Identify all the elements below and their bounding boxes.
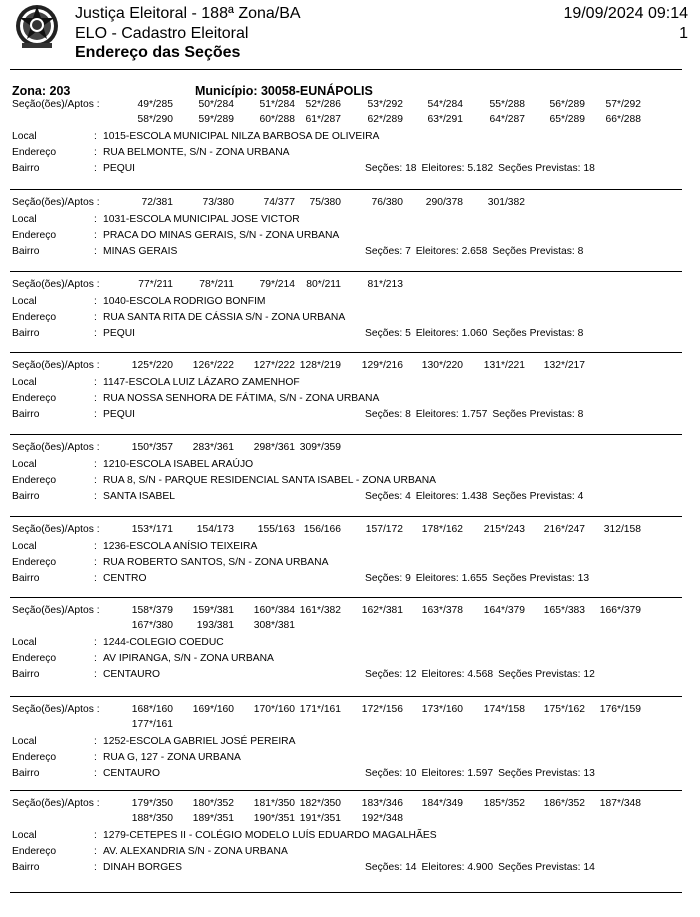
local-field: [0, 540, 700, 554]
secao-aptos-value: 172*/156: [361, 704, 403, 715]
bairro-label: Bairro: [12, 573, 40, 584]
secao-aptos-value: 193/381: [196, 620, 234, 631]
secoes-label: Seção(ões)/Aptos :: [12, 524, 100, 535]
secao-aptos-value: 58*/290: [137, 114, 173, 125]
endereco-field: [0, 229, 700, 243]
secao-aptos-value: 160*/384: [253, 605, 295, 616]
endereco-label: Endereço: [12, 846, 57, 857]
secoes-previstas-count: Seções Previstas: 14: [498, 862, 595, 873]
colon-separator: :: [94, 230, 97, 241]
secoes-previstas-count: Seções Previstas: 8: [492, 328, 584, 339]
local-value: 1236-ESCOLA ANÍSIO TEIXEIRA: [103, 541, 258, 552]
page-number: 1: [679, 25, 688, 42]
sections-row: [0, 441, 700, 455]
secao-aptos-value: 190*/351: [253, 813, 295, 824]
local-label: Local: [12, 377, 37, 388]
secoes-count: Seções: 7: [365, 246, 411, 257]
block-stats: [365, 245, 583, 259]
header-subtitle: ELO - Cadastro Eleitoral: [75, 25, 249, 42]
secao-aptos-value: 154/173: [196, 524, 234, 535]
endereco-field: [0, 652, 700, 666]
local-label: Local: [12, 637, 37, 648]
endereco-value: RUA ROBERTO SANTOS, S/N - ZONA URBANA: [103, 557, 329, 568]
secao-aptos-value: 126*/222: [192, 360, 234, 371]
endereco-field: [0, 146, 700, 160]
endereco-field: [0, 845, 700, 859]
colon-separator: :: [94, 377, 97, 388]
bairro-label: Bairro: [12, 491, 40, 502]
block-stats: [365, 861, 595, 875]
zona-label: Zona: 203: [12, 84, 71, 98]
local-field: [0, 458, 700, 472]
secao-aptos-value: 177*/161: [131, 719, 173, 730]
colon-separator: :: [94, 669, 97, 680]
block-stats: [365, 408, 583, 422]
endereco-value: RUA 8, S/N - PARQUE RESIDENCIAL SANTA ISABEL - ZONA URBANA: [103, 475, 437, 486]
sections-row: [0, 113, 700, 127]
colon-separator: :: [94, 637, 97, 648]
endereco-field: [0, 556, 700, 570]
secao-aptos-value: 159*/381: [192, 605, 234, 616]
secao-aptos-value: 178*/162: [421, 524, 463, 535]
secao-aptos-value: 167*/380: [131, 620, 173, 631]
bairro-field: [0, 162, 700, 176]
secao-aptos-value: 72/381: [141, 197, 173, 208]
secao-aptos-value: 56*/289: [549, 99, 585, 110]
sections-row: [0, 278, 700, 292]
brasao-coat-of-arms-logo: [12, 2, 62, 52]
bairro-label: Bairro: [12, 669, 40, 680]
block-divider: [10, 434, 682, 435]
local-field: [0, 735, 700, 749]
secao-aptos-value: 176*/159: [599, 704, 641, 715]
endereco-field: [0, 474, 700, 488]
secao-aptos-value: 283*/361: [192, 442, 234, 453]
colon-separator: :: [94, 131, 97, 142]
secoes-count: Seções: 10: [365, 768, 417, 779]
colon-separator: :: [94, 459, 97, 470]
report-header: [0, 0, 700, 72]
secoes-count: Seções: 4: [365, 491, 411, 502]
secoes-label: Seção(ões)/Aptos :: [12, 798, 100, 809]
header-title: Justiça Eleitoral - 188ª Zona/BA: [75, 5, 301, 22]
secao-aptos-value: 73/380: [202, 197, 234, 208]
block-divider: [10, 516, 682, 517]
colon-separator: :: [94, 846, 97, 857]
bairro-field: [0, 861, 700, 875]
secoes-previstas-count: Seções Previstas: 4: [492, 491, 584, 502]
endereco-label: Endereço: [12, 557, 57, 568]
colon-separator: :: [94, 557, 97, 568]
secao-aptos-value: 153*/171: [131, 524, 173, 535]
secao-aptos-value: 171*/161: [299, 704, 341, 715]
secao-aptos-value: 150*/357: [131, 442, 173, 453]
secao-aptos-value: 215*/243: [483, 524, 525, 535]
secao-aptos-value: 181*/350: [253, 798, 295, 809]
secao-aptos-value: 49*/285: [137, 99, 173, 110]
bairro-value: DINAH BORGES: [103, 862, 182, 873]
secao-aptos-value: 74/377: [263, 197, 295, 208]
endereco-value: PRACA DO MINAS GERAIS, S/N - ZONA URBANA: [103, 230, 340, 241]
colon-separator: :: [94, 296, 97, 307]
secao-aptos-value: 62*/289: [367, 114, 403, 125]
sections-row: [0, 703, 700, 717]
block-divider: [10, 352, 682, 353]
secoes-label: Seção(ões)/Aptos :: [12, 442, 100, 453]
secao-aptos-value: 125*/220: [131, 360, 173, 371]
secao-aptos-value: 132*/217: [543, 360, 585, 371]
colon-separator: :: [94, 830, 97, 841]
sections-row: [0, 718, 700, 732]
local-label: Local: [12, 296, 37, 307]
colon-separator: :: [94, 214, 97, 225]
secao-aptos-value: 65*/289: [549, 114, 585, 125]
secoes-label: Seção(ões)/Aptos :: [12, 99, 100, 110]
local-label: Local: [12, 214, 37, 225]
block-divider: [10, 892, 682, 893]
endereco-label: Endereço: [12, 393, 57, 404]
secao-aptos-value: 127*/222: [253, 360, 295, 371]
eleitores-count: Eleitores: 1.438: [415, 491, 488, 502]
secao-aptos-value: 163*/378: [421, 605, 463, 616]
secoes-previstas-count: Seções Previstas: 13: [498, 768, 595, 779]
secao-aptos-value: 77*/211: [138, 279, 173, 290]
colon-separator: :: [94, 862, 97, 873]
colon-separator: :: [94, 328, 97, 339]
endereco-value: RUA BELMONTE, S/N - ZONA URBANA: [103, 147, 290, 158]
secao-aptos-value: 80*/211: [306, 279, 341, 290]
bairro-field: [0, 245, 700, 259]
endereco-field: [0, 311, 700, 325]
secao-aptos-value: 54*/284: [427, 99, 463, 110]
secao-aptos-value: 155/163: [257, 524, 295, 535]
secao-aptos-value: 59*/289: [198, 114, 234, 125]
secao-aptos-value: 131*/221: [483, 360, 525, 371]
eleitores-count: Eleitores: 5.182: [421, 163, 494, 174]
secao-aptos-value: 52*/286: [305, 99, 341, 110]
secao-aptos-value: 290/378: [425, 197, 463, 208]
bairro-field: [0, 767, 700, 781]
colon-separator: :: [94, 752, 97, 763]
secao-aptos-value: 216*/247: [543, 524, 585, 535]
secoes-count: Seções: 14: [365, 862, 417, 873]
colon-separator: :: [94, 491, 97, 502]
bairro-field: [0, 490, 700, 504]
bairro-label: Bairro: [12, 768, 40, 779]
secao-aptos-value: 165*/383: [543, 605, 585, 616]
local-field: [0, 636, 700, 650]
endereco-label: Endereço: [12, 230, 57, 241]
sections-row: [0, 359, 700, 373]
secao-aptos-value: 161*/382: [299, 605, 341, 616]
local-field: [0, 130, 700, 144]
bairro-field: [0, 408, 700, 422]
local-value: 1147-ESCOLA LUIZ LÁZARO ZAMENHOF: [103, 377, 300, 388]
secoes-label: Seção(ões)/Aptos :: [12, 197, 100, 208]
block-stats: [365, 162, 595, 176]
eleitores-count: Eleitores: 1.655: [415, 573, 488, 584]
report-datetime: 19/09/2024 09:14: [563, 5, 688, 22]
secao-aptos-value: 57*/292: [605, 99, 641, 110]
secao-aptos-value: 169*/160: [192, 704, 234, 715]
secao-aptos-value: 55*/288: [489, 99, 525, 110]
bairro-value: PEQUI: [103, 163, 136, 174]
endereco-label: Endereço: [12, 752, 57, 763]
endereco-label: Endereço: [12, 312, 57, 323]
block-stats: [365, 490, 583, 504]
sections-row: [0, 619, 700, 633]
secoes-label: Seção(ões)/Aptos :: [12, 360, 100, 371]
endereco-label: Endereço: [12, 147, 57, 158]
local-label: Local: [12, 830, 37, 841]
local-value: 1031-ESCOLA MUNICIPAL JOSE VICTOR: [103, 214, 300, 225]
local-value: 1015-ESCOLA MUNICIPAL NILZA BARBOSA DE OLIVEIRA: [103, 131, 380, 142]
local-field: [0, 213, 700, 227]
secao-aptos-value: 168*/160: [131, 704, 173, 715]
bairro-value: SANTA ISABEL: [103, 491, 175, 502]
bairro-label: Bairro: [12, 862, 40, 873]
secao-aptos-value: 187*/348: [599, 798, 641, 809]
bairro-field: [0, 327, 700, 341]
secao-aptos-value: 53*/292: [367, 99, 403, 110]
local-field: [0, 376, 700, 390]
eleitores-count: Eleitores: 1.597: [421, 768, 494, 779]
secao-aptos-value: 164*/379: [483, 605, 525, 616]
secoes-previstas-count: Seções Previstas: 13: [492, 573, 590, 584]
colon-separator: :: [94, 541, 97, 552]
local-label: Local: [12, 541, 37, 552]
colon-separator: :: [94, 246, 97, 257]
bairro-label: Bairro: [12, 246, 40, 257]
secao-aptos-value: 128*/219: [299, 360, 341, 371]
bairro-value: CENTRO: [103, 573, 147, 584]
block-divider: [10, 790, 682, 791]
bairro-field: [0, 668, 700, 682]
colon-separator: :: [94, 147, 97, 158]
colon-separator: :: [94, 653, 97, 664]
header-divider: [10, 69, 682, 70]
secao-aptos-value: 157/172: [365, 524, 403, 535]
endereco-value: RUA SANTA RITA DE CÁSSIA S/N - ZONA URBANA: [103, 312, 346, 323]
block-stats: [365, 767, 595, 781]
secao-aptos-value: 301/382: [487, 197, 525, 208]
colon-separator: :: [94, 736, 97, 747]
block-divider: [10, 189, 682, 190]
secao-aptos-value: 79*/214: [259, 279, 295, 290]
colon-separator: :: [94, 573, 97, 584]
local-field: [0, 829, 700, 843]
secao-aptos-value: 188*/350: [131, 813, 173, 824]
colon-separator: :: [94, 768, 97, 779]
secao-aptos-value: 51*/284: [259, 99, 295, 110]
colon-separator: :: [94, 393, 97, 404]
report-title: Endereço das Seções: [75, 44, 241, 61]
secao-aptos-value: 191*/351: [299, 813, 341, 824]
bairro-value: PEQUI: [103, 328, 136, 339]
endereco-value: AV. ALEXANDRIA S/N - ZONA URBANA: [103, 846, 288, 857]
secao-aptos-value: 60*/288: [259, 114, 295, 125]
secao-aptos-value: 156/166: [303, 524, 341, 535]
secoes-count: Seções: 8: [365, 409, 411, 420]
local-value: 1210-ESCOLA ISABEL ARAÚJO: [103, 459, 254, 470]
secao-aptos-value: 174*/158: [483, 704, 525, 715]
secao-aptos-value: 192*/348: [361, 813, 403, 824]
secao-aptos-value: 64*/287: [489, 114, 525, 125]
secao-aptos-value: 189*/351: [192, 813, 234, 824]
block-divider: [10, 597, 682, 598]
local-value: 1040-ESCOLA RODRIGO BONFIM: [103, 296, 266, 307]
endereco-field: [0, 751, 700, 765]
municipio-label: Município: 30058-EUNÁPOLIS: [195, 84, 373, 98]
secao-aptos-value: 183*/346: [361, 798, 403, 809]
secoes-count: Seções: 5: [365, 328, 411, 339]
endereco-value: AV IPIRANGA, S/N - ZONA URBANA: [103, 653, 274, 664]
secoes-previstas-count: Seções Previstas: 12: [498, 669, 595, 680]
secao-aptos-value: 158*/379: [131, 605, 173, 616]
eleitores-count: Eleitores: 4.900: [421, 862, 494, 873]
secao-aptos-value: 76/380: [371, 197, 403, 208]
secao-aptos-value: 184*/349: [421, 798, 463, 809]
endereco-label: Endereço: [12, 475, 57, 486]
secoes-count: Seções: 18: [365, 163, 417, 174]
bairro-value: CENTAURO: [103, 768, 161, 779]
secao-aptos-value: 166*/379: [599, 605, 641, 616]
secao-aptos-value: 298*/361: [253, 442, 295, 453]
bairro-field: [0, 572, 700, 586]
local-label: Local: [12, 131, 37, 142]
block-stats: [365, 668, 595, 682]
secoes-previstas-count: Seções Previstas: 8: [492, 409, 584, 420]
colon-separator: :: [94, 312, 97, 323]
endereco-value: RUA NOSSA SENHORA DE FÁTIMA, S/N - ZONA URBANA: [103, 393, 380, 404]
eleitores-count: Eleitores: 1.757: [415, 409, 488, 420]
eleitores-count: Eleitores: 4.568: [421, 669, 494, 680]
bairro-label: Bairro: [12, 328, 40, 339]
colon-separator: :: [94, 409, 97, 420]
sections-row: [0, 196, 700, 210]
secao-aptos-value: 129*/216: [361, 360, 403, 371]
secao-aptos-value: 308*/381: [253, 620, 295, 631]
local-value: 1244-COLEGIO COEDUC: [103, 637, 224, 648]
secao-aptos-value: 173*/160: [421, 704, 463, 715]
secoes-label: Seção(ões)/Aptos :: [12, 605, 100, 616]
secao-aptos-value: 175*/162: [543, 704, 585, 715]
secao-aptos-value: 309*/359: [299, 442, 341, 453]
sections-row: [0, 797, 700, 811]
secoes-label: Seção(ões)/Aptos :: [12, 704, 100, 715]
endereco-value: RUA G, 127 - ZONA URBANA: [103, 752, 241, 763]
eleitores-count: Eleitores: 2.658: [415, 246, 488, 257]
endereco-label: Endereço: [12, 653, 57, 664]
secao-aptos-value: 66*/288: [605, 114, 641, 125]
secao-aptos-value: 78*/211: [199, 279, 234, 290]
secoes-previstas-count: Seções Previstas: 8: [492, 246, 584, 257]
sections-row: [0, 604, 700, 618]
secao-aptos-value: 130*/220: [421, 360, 463, 371]
colon-separator: :: [94, 163, 97, 174]
secao-aptos-value: 179*/350: [131, 798, 173, 809]
secao-aptos-value: 75/380: [309, 197, 341, 208]
secao-aptos-value: 312/158: [603, 524, 641, 535]
secao-aptos-value: 185*/352: [483, 798, 525, 809]
colon-separator: :: [94, 475, 97, 486]
local-field: [0, 295, 700, 309]
secao-aptos-value: 81*/213: [367, 279, 403, 290]
block-divider: [10, 696, 682, 697]
secao-aptos-value: 162*/381: [361, 605, 403, 616]
secoes-count: Seções: 12: [365, 669, 417, 680]
secao-aptos-value: 180*/352: [192, 798, 234, 809]
sections-row: [0, 523, 700, 537]
local-value: 1252-ESCOLA GABRIEL JOSÉ PEREIRA: [103, 736, 296, 747]
secao-aptos-value: 63*/291: [427, 114, 463, 125]
eleitores-count: Eleitores: 1.060: [415, 328, 488, 339]
local-value: 1279-CETEPES II - COLÉGIO MODELO LUÍS EDUARDO MAGALHÃES: [103, 830, 437, 841]
sections-row: [0, 812, 700, 826]
endereco-field: [0, 392, 700, 406]
bairro-label: Bairro: [12, 409, 40, 420]
block-stats: [365, 572, 589, 586]
block-divider: [10, 271, 682, 272]
secao-aptos-value: 186*/352: [543, 798, 585, 809]
sections-row: [0, 98, 700, 112]
secoes-previstas-count: Seções Previstas: 18: [498, 163, 595, 174]
secoes-count: Seções: 9: [365, 573, 411, 584]
secao-aptos-value: 61*/287: [305, 114, 341, 125]
secoes-label: Seção(ões)/Aptos :: [12, 279, 100, 290]
bairro-label: Bairro: [12, 163, 40, 174]
bairro-value: MINAS GERAIS: [103, 246, 178, 257]
local-label: Local: [12, 459, 37, 470]
bairro-value: CENTAURO: [103, 669, 161, 680]
secao-aptos-value: 170*/160: [253, 704, 295, 715]
local-label: Local: [12, 736, 37, 747]
bairro-value: PEQUI: [103, 409, 136, 420]
secao-aptos-value: 50*/284: [198, 99, 234, 110]
secao-aptos-value: 182*/350: [299, 798, 341, 809]
block-stats: [365, 327, 583, 341]
